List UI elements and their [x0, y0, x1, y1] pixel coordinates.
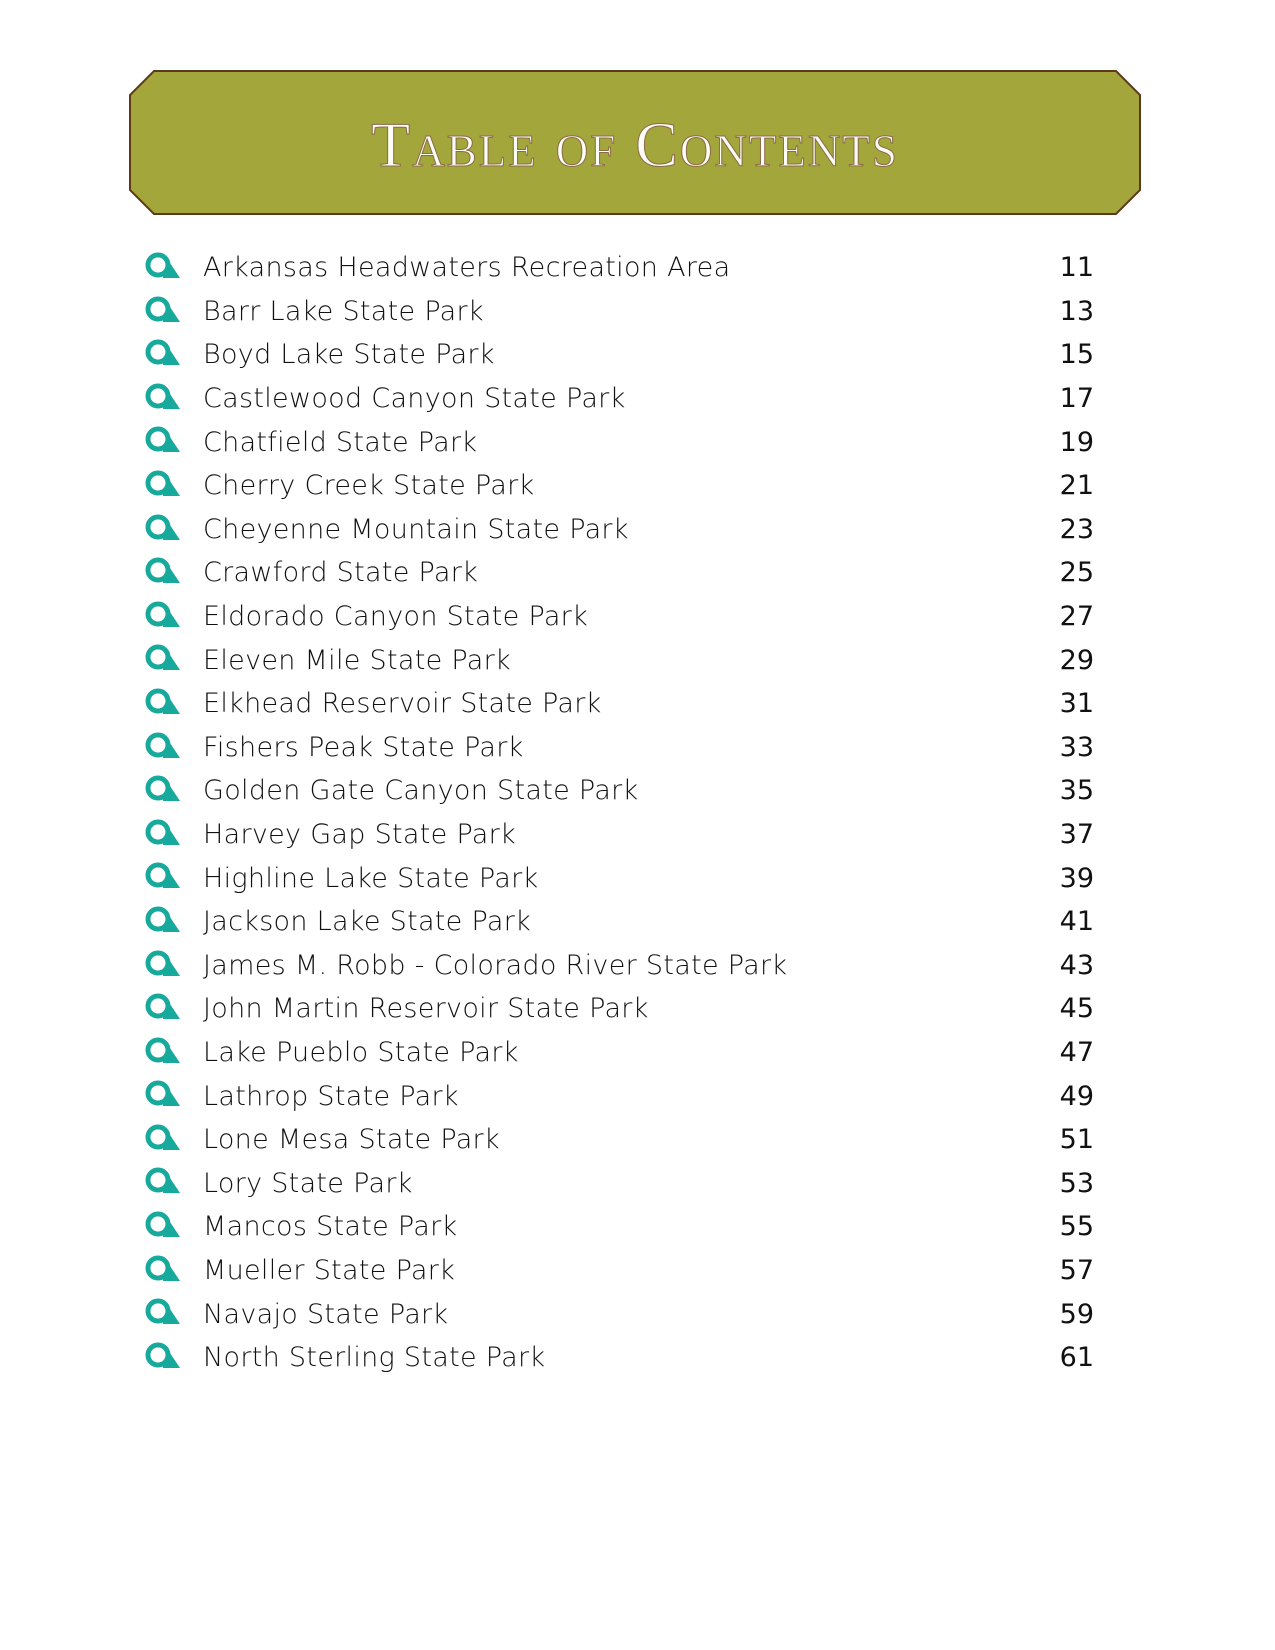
entry-page-number: 59: [1059, 1298, 1094, 1330]
entry-title: Jackson Lake State Park: [203, 906, 532, 938]
entry-page-number: 39: [1059, 862, 1094, 894]
toc-entry[interactable]: [144, 1161, 1094, 1205]
toc-entry[interactable]: [144, 856, 1094, 900]
location-pin-icon: [144, 992, 182, 1022]
entry-title: Harvey Gap State Park: [203, 819, 516, 851]
entry-page-number: 57: [1059, 1254, 1094, 1286]
entry-page-number: 51: [1059, 1124, 1094, 1156]
entry-page-number: 45: [1059, 993, 1094, 1025]
toc-entry[interactable]: [144, 333, 1094, 377]
entry-page-number: 27: [1059, 601, 1094, 633]
toc-list: [144, 246, 1094, 1379]
location-pin-icon: [144, 425, 182, 455]
entry-title: Boyd Lake State Park: [203, 339, 495, 371]
toc-entry[interactable]: [144, 1292, 1094, 1336]
entry-page-number: 61: [1059, 1342, 1094, 1374]
location-pin-icon: [144, 687, 182, 717]
entry-title: Highline Lake State Park: [203, 862, 539, 894]
entry-title: Fishers Peak State Park: [203, 731, 524, 763]
entry-title: Crawford State Park: [203, 557, 479, 589]
entry-page-number: 23: [1059, 513, 1094, 545]
entry-page-number: 43: [1059, 949, 1094, 981]
location-pin-icon: [144, 643, 182, 673]
toc-entry[interactable]: [144, 944, 1094, 988]
toc-entry[interactable]: [144, 1336, 1094, 1380]
toc-entry[interactable]: [144, 769, 1094, 813]
entry-title: Lory State Park: [203, 1167, 413, 1199]
entry-page-number: 21: [1059, 470, 1094, 502]
location-pin-icon: [144, 251, 182, 281]
toc-entry[interactable]: [144, 1074, 1094, 1118]
entry-title: Eldorado Canyon State Park: [203, 601, 589, 633]
toc-entry[interactable]: [144, 987, 1094, 1031]
location-pin-icon: [144, 774, 182, 804]
toc-entry[interactable]: [144, 638, 1094, 682]
location-pin-icon: [144, 556, 182, 586]
entry-page-number: 11: [1059, 252, 1094, 284]
entry-title: Mancos State Park: [203, 1211, 458, 1243]
location-pin-icon: [144, 1166, 182, 1196]
location-pin-icon: [144, 818, 182, 848]
title-banner: [129, 70, 1141, 215]
location-pin-icon: [144, 600, 182, 630]
toc-entry[interactable]: [144, 682, 1094, 726]
entry-title: Golden Gate Canyon State Park: [203, 775, 639, 807]
location-pin-icon: [144, 1297, 182, 1327]
toc-entry[interactable]: [144, 1118, 1094, 1162]
entry-title: North Sterling State Park: [203, 1342, 546, 1374]
entry-page-number: 35: [1059, 775, 1094, 807]
toc-entry[interactable]: [144, 464, 1094, 508]
toc-entry[interactable]: [144, 246, 1094, 290]
toc-entry[interactable]: [144, 420, 1094, 464]
toc-entry[interactable]: [144, 1205, 1094, 1249]
entry-page-number: 49: [1059, 1080, 1094, 1112]
location-pin-icon: [144, 1254, 182, 1284]
entry-page-number: 31: [1059, 688, 1094, 720]
entry-title: Lake Pueblo State Park: [203, 1036, 519, 1068]
toc-entry[interactable]: [144, 1031, 1094, 1075]
entry-title: Lone Mesa State Park: [203, 1124, 500, 1156]
entry-page-number: 41: [1059, 906, 1094, 938]
entry-page-number: 13: [1059, 295, 1094, 327]
entry-page-number: 33: [1059, 731, 1094, 763]
entry-title: John Martin Reservoir State Park: [203, 993, 649, 1025]
entry-title: Eleven Mile State Park: [203, 644, 511, 676]
entry-page-number: 47: [1059, 1036, 1094, 1068]
location-pin-icon: [144, 295, 182, 325]
entry-title: Barr Lake State Park: [203, 295, 484, 327]
entry-title: Cheyenne Mountain State Park: [203, 513, 629, 545]
entry-page-number: 15: [1059, 339, 1094, 371]
entry-title: Lathrop State Park: [203, 1080, 459, 1112]
toc-entry[interactable]: [144, 726, 1094, 770]
entry-page-number: 37: [1059, 819, 1094, 851]
entry-title: Castlewood Canyon State Park: [203, 383, 626, 415]
toc-entry[interactable]: [144, 595, 1094, 639]
location-pin-icon: [144, 949, 182, 979]
location-pin-icon: [144, 1341, 182, 1371]
location-pin-icon: [144, 469, 182, 499]
entry-title: Chatfield State Park: [203, 426, 478, 458]
location-pin-icon: [144, 731, 182, 761]
entry-title: Mueller State Park: [203, 1254, 456, 1286]
toc-entry[interactable]: [144, 813, 1094, 857]
location-pin-icon: [144, 905, 182, 935]
location-pin-icon: [144, 338, 182, 368]
entry-title: James M. Robb - Colorado River State Park: [203, 949, 788, 981]
entry-page-number: 17: [1059, 383, 1094, 415]
toc-entry[interactable]: [144, 1249, 1094, 1293]
entry-page-number: 53: [1059, 1167, 1094, 1199]
entry-page-number: 25: [1059, 557, 1094, 589]
entry-title: Arkansas Headwaters Recreation Area: [203, 252, 731, 284]
toc-entry[interactable]: [144, 508, 1094, 552]
page-title: Table of Contents: [371, 108, 899, 180]
location-pin-icon: [144, 1036, 182, 1066]
toc-entry[interactable]: [144, 377, 1094, 421]
location-pin-icon: [144, 1123, 182, 1153]
location-pin-icon: [144, 1079, 182, 1109]
toc-entry[interactable]: [144, 290, 1094, 334]
location-pin-icon: [144, 861, 182, 891]
location-pin-icon: [144, 513, 182, 543]
toc-entry[interactable]: [144, 900, 1094, 944]
entry-page-number: 29: [1059, 644, 1094, 676]
entry-title: Cherry Creek State Park: [203, 470, 535, 502]
location-pin-icon: [144, 1210, 182, 1240]
entry-title: Elkhead Reservoir State Park: [203, 688, 602, 720]
location-pin-icon: [144, 382, 182, 412]
entry-page-number: 55: [1059, 1211, 1094, 1243]
entry-title: Navajo State Park: [203, 1298, 449, 1330]
toc-entry[interactable]: [144, 551, 1094, 595]
entry-page-number: 19: [1059, 426, 1094, 458]
